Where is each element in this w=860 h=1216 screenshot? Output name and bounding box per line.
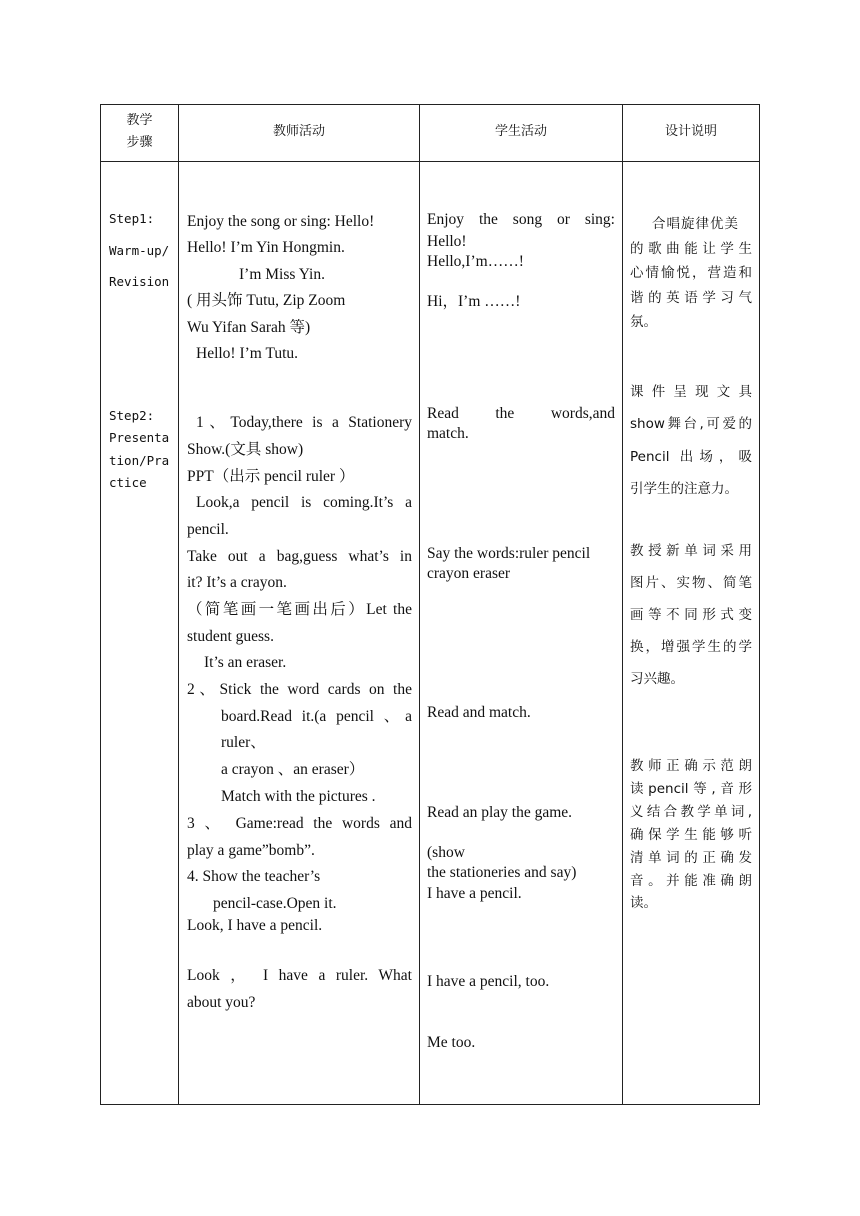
step2-label-line4: ctice bbox=[109, 475, 147, 490]
header-teacher: 教师活动 bbox=[272, 124, 325, 139]
step2-design-line1: 课 件 呈 现 文 具 bbox=[630, 384, 752, 400]
step2-student-line2: match. bbox=[427, 425, 469, 442]
step1-teacher-line1: Enjoy the song or sing: Hello! bbox=[187, 213, 375, 230]
column-divider-1 bbox=[178, 104, 179, 1105]
step1-design-line2: 的歌曲能让学生 bbox=[630, 241, 752, 257]
step1-design-line4: 谐的英语学习气 bbox=[630, 290, 752, 306]
step2-label-line2: Presenta bbox=[109, 430, 170, 445]
step2-teacher-line9: student guess. bbox=[187, 628, 274, 645]
step1-label-line3: Revision bbox=[109, 274, 170, 289]
step2-student-line7: (show bbox=[427, 844, 465, 861]
step2-student-line9: I have a pencil. bbox=[427, 885, 522, 902]
step1-student-line4: Hi，I’m ……! bbox=[427, 293, 521, 310]
step2-teacher-line4: Look,a pencil is coming.It’s a bbox=[196, 494, 412, 511]
table-right-border bbox=[759, 104, 760, 1105]
step2-label-line1: Step2: bbox=[109, 408, 155, 423]
table-left-border bbox=[100, 104, 101, 1105]
step2-student-line1: Read the words,and bbox=[427, 405, 615, 422]
step2-student-line5: Read and match. bbox=[427, 704, 531, 721]
step2-design-line9: 习兴趣。 bbox=[630, 671, 684, 687]
step2-design-line10: 教师正确示范朗 bbox=[630, 758, 752, 774]
step1-teacher-line6: Hello! I’m Tutu. bbox=[196, 345, 299, 362]
step2-design-line4: 引学生的注意力。 bbox=[630, 481, 738, 497]
column-divider-2 bbox=[419, 104, 420, 1105]
step2-design-line8: 换，增强学生的学 bbox=[630, 639, 752, 655]
step1-design-line3: 心情愉悦，营造和 bbox=[630, 265, 752, 281]
step2-teacher-line7: it? It’s a crayon. bbox=[187, 574, 287, 591]
step2-teacher-line10: It’s an eraser. bbox=[204, 654, 287, 671]
header-step-line2: 步骤 bbox=[126, 135, 153, 150]
step2-design-line14: 清单词的正确发 bbox=[630, 850, 752, 866]
step2-teacher-line18: 4. Show the teacher’s bbox=[187, 868, 321, 885]
column-divider-3 bbox=[622, 104, 623, 1105]
step2-teacher-line2: Show.(文具 show) bbox=[187, 441, 304, 458]
step2-student-line10: I have a pencil, too. bbox=[427, 973, 550, 990]
step2-design-line11: 读pencil等,音形 bbox=[630, 781, 752, 797]
step2-teacher-line12: board.Read it.(a pencil 、a bbox=[221, 708, 412, 725]
step1-teacher-line2: Hello! I’m Yin Hongmin. bbox=[187, 239, 345, 256]
step1-teacher-line3: I’m Miss Yin. bbox=[239, 266, 325, 283]
step2-design-line5: 教授新单词采用 bbox=[630, 543, 752, 559]
step1-label-line2: Warm-up/ bbox=[109, 243, 170, 258]
step2-teacher-line14: a crayon 、an eraser） bbox=[221, 761, 365, 778]
step2-teacher-line22: about you? bbox=[187, 994, 256, 1011]
step2-student-line6: Read an play the game. bbox=[427, 804, 573, 821]
step2-design-line3: Pencil 出场，吸 bbox=[630, 449, 752, 465]
step2-teacher-line13: ruler、 bbox=[221, 734, 266, 751]
step1-design-line5: 氛。 bbox=[630, 314, 657, 330]
step2-design-line15: 音。并能准确朗 bbox=[630, 873, 752, 889]
step2-teacher-line3: PPT（出示 pencil ruler ） bbox=[187, 468, 355, 485]
step2-design-line2: show舞台,可爱的 bbox=[630, 416, 752, 432]
step2-student-line8: the stationeries and say) bbox=[427, 864, 577, 881]
step2-design-line6: 图片、实物、简笔 bbox=[630, 575, 752, 591]
header-student: 学生活动 bbox=[494, 124, 547, 139]
step2-student-line4: crayon eraser bbox=[427, 565, 511, 582]
step2-teacher-line21: Look ， I have a ruler. What bbox=[187, 967, 412, 984]
step1-student-line1: Enjoy the song or sing: bbox=[427, 211, 615, 228]
table-top-border bbox=[100, 104, 760, 105]
step2-student-line3: Say the words:ruler pencil bbox=[427, 545, 591, 562]
step2-teacher-line19: pencil-case.Open it. bbox=[213, 895, 337, 912]
step2-teacher-line1: 1、Today,there is a Stationery bbox=[196, 414, 412, 431]
step2-teacher-line5: pencil. bbox=[187, 521, 229, 538]
step2-teacher-line6: Take out a bag,guess what’s in bbox=[187, 548, 412, 565]
step2-design-line13: 确保学生能够听 bbox=[630, 827, 752, 843]
step2-teacher-line16: 3 、 Game:read the words and bbox=[187, 815, 412, 832]
step2-design-line7: 画等不同形式变 bbox=[630, 607, 752, 623]
step1-teacher-line4: ( 用头饰 Tutu, Zip Zoom bbox=[187, 292, 346, 309]
header-design: 设计说明 bbox=[664, 124, 717, 139]
step1-design-line1: 合唱旋律优美 bbox=[652, 216, 739, 232]
header-bottom-border bbox=[100, 161, 760, 162]
step2-teacher-line15: Match with the pictures . bbox=[221, 788, 376, 805]
step2-teacher-line17: play a game”bomb”. bbox=[187, 842, 315, 859]
step1-label-line1: Step1: bbox=[109, 211, 155, 226]
step1-teacher-line5: Wu Yifan Sarah 等) bbox=[187, 319, 311, 336]
step2-teacher-line8: （简笔画一笔画出后）Let the bbox=[187, 601, 412, 618]
step2-student-line11: Me too. bbox=[427, 1034, 476, 1051]
header-step bbox=[101, 110, 178, 154]
step2-design-line12: 义结合教学单词, bbox=[630, 804, 752, 820]
step1-student-line3: Hello,I’m……! bbox=[427, 253, 524, 270]
step2-teacher-line20: Look, I have a pencil. bbox=[187, 917, 323, 934]
table-bottom-border bbox=[100, 1104, 760, 1105]
step1-student-line2: Hello! bbox=[427, 233, 467, 250]
step2-design-line16: 读。 bbox=[630, 895, 657, 911]
step2-teacher-line11: 2、Stick the word cards on the bbox=[187, 681, 412, 698]
step2-label-line3: tion/Pra bbox=[109, 453, 170, 468]
header-step-line1: 教学 bbox=[126, 113, 153, 128]
